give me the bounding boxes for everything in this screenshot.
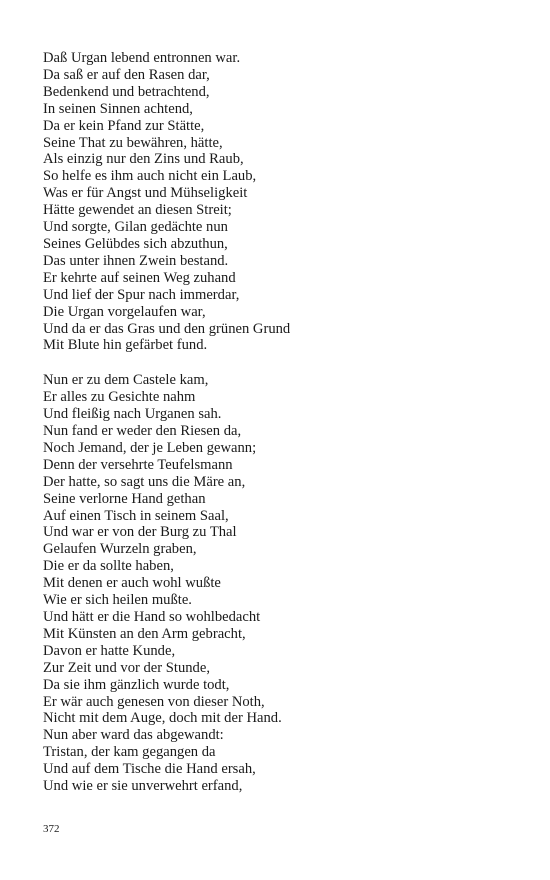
verse-line: Nun fand er weder den Riesen da, [43,423,242,440]
verse-line: Gelaufen Wurzeln graben, [43,541,197,558]
verse-line: Die er da sollte haben, [43,558,174,575]
verse-line: Und fleißig nach Urganen sah. [43,406,222,423]
verse-line: Auf einen Tisch in seinem Saal, [43,507,229,524]
verse-line: Seines Gelübdes sich abzuthun, [43,235,228,252]
verse-line: Davon er hatte Kunde, [43,642,176,659]
verse-line: Bedenkend und betrachtend, [43,83,210,100]
verse-line: Und hätt er die Hand so wohlbedacht [43,609,261,625]
verse-line: Nun aber ward das abgewandt: [43,727,224,744]
verse-line: So helfe es ihm auch nicht ein Laub, [43,168,257,185]
verse-line: Nicht mit dem Auge, doch mit der Hand. [43,710,282,727]
verse-line: Und da er das Gras und den grünen Grund [43,320,291,337]
verse-line: Seine That zu bewähren, hätte, [43,134,223,151]
verse-line: Die Urgan vorgelaufen war, [43,303,206,320]
poem-text [43,50,513,795]
verse-line: Das unter ihnen Zwein bestand. [43,252,229,269]
verse-line: Da er kein Pfand zur Stätte, [43,117,205,134]
verse-line: Was er für Angst und Mühseligkeit [43,185,248,202]
verse-line: Und war er von der Burg zu Thal [43,524,237,541]
verse-line: Er kehrte auf seinen Weg zuhand [43,269,236,286]
verse-line: Und auf dem Tische die Hand ersah, [43,761,256,778]
page-number: 372 [43,823,60,835]
verse-line: Und wie er sie unverwehrt erfand, [43,778,243,795]
verse-line: Da saß er auf den Rasen dar, [43,66,210,83]
verse-line: Als einzig nur den Zins und Raub, [43,151,244,168]
stanza [43,372,513,795]
verse-line: Und sorgte, Gilan gedächte nun [43,219,228,236]
verse-line: Mit Künsten an den Arm gebracht, [43,625,246,642]
verse-line: Hätte gewendet an diesen Streit; [43,202,232,219]
stanza [43,50,513,354]
verse-line: Wie er sich heilen mußte. [43,592,192,609]
verse-line: Daß Urgan lebend entronnen war. [43,50,241,66]
verse-line: Und lief der Spur nach immerdar, [43,286,240,303]
verse-line: In seinen Sinnen achtend, [43,100,193,117]
verse-line: Er alles zu Gesichte nahm [43,389,196,406]
verse-line: Seine verlorne Hand gethan [43,490,206,507]
verse-line: Der hatte, so sagt uns die Märe an, [43,473,246,490]
verse-line: Noch Jemand, der je Leben gewann; [43,439,257,456]
verse-line: Er wär auch genesen von dieser Noth, [43,693,265,710]
verse-line: Mit Blute hin gefärbet fund. [43,337,208,354]
verse-line: Tristan, der kam gegangen da [43,744,216,761]
verse-line: Mit denen er auch wohl wußte [43,575,221,592]
verse-line: Nun er zu dem Castele kam, [43,372,209,389]
verse-line: Da sie ihm gänzlich wurde todt, [43,676,230,693]
verse-line: Zur Zeit und vor der Stunde, [43,659,210,676]
verse-line: Denn der versehrte Teufelsmann [43,456,233,473]
